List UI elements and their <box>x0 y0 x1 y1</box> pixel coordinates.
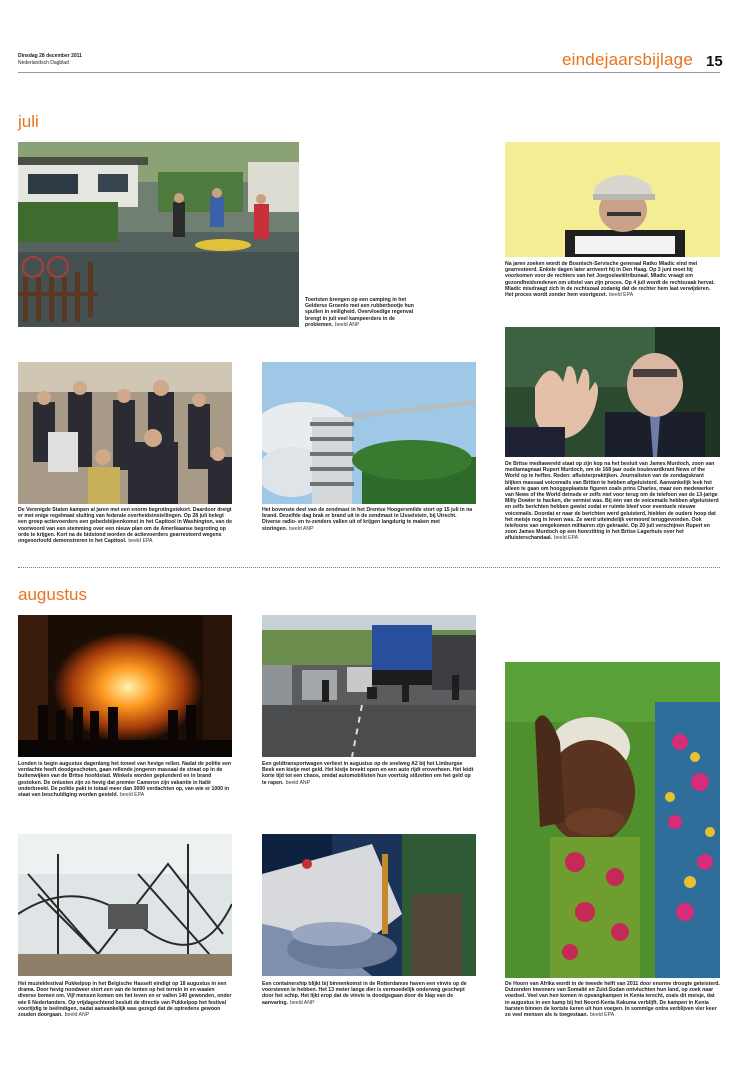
photo-whale-ship <box>262 834 476 976</box>
section-divider <box>18 567 720 568</box>
month-heading-august: augustus <box>18 585 87 604</box>
photo-money-highway <box>262 615 476 757</box>
caption-mast: Het bovenste deel van de zendmast in het Drentse Hoogersmilde stort op 15 juli in na brand. Dezelfde dag brak er brand uit in de zendmast in IJsselstein, bij Utrecht. Diverse radio- en tv-zenders vallen uit of krijgen langdurig te maken met storingen. beeld ANP <box>262 507 473 532</box>
header-rule <box>18 72 720 73</box>
month-heading-july: juli <box>18 112 39 131</box>
caption-money: Een geldtransportwagen verliest in augustus op de snelweg A2 bij het Limburgse Beek een kistje met geld. Het kistje breekt open en een auto rijdt eroverheen. Het leidt korte tijd tot een chaos, omdat automobilisten hun voertuig stilzetten om het geld op te rapen. beeld ANP <box>262 761 474 786</box>
caption-somalia: De Hoorn van Afrika wordt in de tweede helft van 2011 door enorme droogte geteisterd. Duizenden inwoners van Somalië en Zuid-Sudan ontvluchten hun land, op zoek naar voedsel. Veel van hen komen in opvangkampen in Kenia terecht, zoals dit meisje, dat in augustus in een kamp bij het Noord-Kenia Kakuma verblijft. De kampen in Kenia barsten binnen de kortste keren uit hun voegen. In sommige ontra verblijven vier keer zo veel mensen als is toegestaan. beeld EPA <box>505 981 720 1019</box>
header-paper-name: Nederlandsch Dagblad <box>18 60 69 66</box>
section-title: eindejaarsbijlage <box>562 50 693 69</box>
photo-somalia-girl <box>505 662 720 978</box>
caption-pukkelpop: Het muziekfestival Pukkelpop in het Belgische Hasselt eindigt op 18 augustus in een drama. Door hevig noodweer stort een van de tenten op het terrein in en waaien diverse bomen om. Vijf mensen komen om het leven en er vallen 140 gewonden, onder wie 6 Nederlanders. Op vrijdagochtend besluit de directie van Pukkelpop het festival voortijdig te beëindigen, nadat aanvankelijk was gezegd dat de optredens gewoon zouden doorgaan. beeld ANP <box>18 981 232 1019</box>
photo-capitol-protest <box>18 362 232 504</box>
caption-murdoch: De Britse mediawereld staat op zijn kop na het besluit van James Murdoch, zoon van mediamagnaat Rupert Murdoch, om de 168 jaar oude boulevardkrant News of the World op te heffen. Reden: afluisterpraktijken. Journalisten van de zondagskrant blijken massaal voicemails van Britten te hebben afgeluisterd. Aanvankelijk leek het alleen te gaan om hooggeplaatste figuren zoals prins Charles, maar een medewerker van News of the World deinsde er zelfs niet voor terug om de telefoon van de 13-jarige Milly Dowler te hacken, die vermist was. Bij één van de voicemails hebben afgeluisterd en zelfs berichten hebben gewist zodat er ruimte bleef voor eventuele nieuwe voicemails. Doordat er naar de berichten werd geluisterd, hielden de ouders hoop dat het meisje nog in leven was. Ze werd uiteindelijk vermoord teruggevonden. Ook telefoons van omgekomen militairen zijn gekraakt. Op 20 juli verschijnen Rupert en zoon James Murdoch op een hoorzitting in het Britse Lagerhuis over het afluisterschandaal. beeld EPA <box>505 461 719 542</box>
photo-mladic <box>505 142 720 257</box>
photo-camping-flood <box>18 142 299 327</box>
caption-capitol: De Verenigde Staten kampen al jaren met een enorm begrotingstekort. Daardoor dreigt er met enige regelmaat sluiting van federale overheidsinstellingen. Op 28 juli belegt een groep actievoerders een gebedsbijeenkomst in het Capitool in Washington, van de voorwoord van een stemming over een nieuw plan om de Amerikaanse begroting op orde te krijgen. Kort na de bidstond worden de actievoerders gearresteerd wegens ongeoorloofd demonstreren in het Capitool. beeld EPA <box>18 507 232 545</box>
photo-pukkelpop <box>18 834 232 976</box>
caption-camping: Toeristen brengen op een camping in het Gelderse Groenlo met een rubberbootje hun spullen in veiligheid. Overvloedige regenval brengt in juli veel kampeerders in de problemen. beeld ANP <box>305 297 414 328</box>
photo-murdoch <box>505 327 720 457</box>
page-number: 15 <box>706 53 723 70</box>
header-date: Dinsdag 28 december 2011 <box>18 53 82 59</box>
caption-mladic: Na jaren zoeken wordt de Bosnisch-Servische generaal Ratko Mladic eind mei gearresteerd. Enkele dagen later arriveert hij in Den Haag. Op 3 juni moet hij voorkomen voor de rechters van het Joegoslaviëtribunaal. Mladic vraagt om gezondheidsredenen om uitstel van zijn proces. Op 4 juli wordt de rechtszaak hervat. Mladic misdraagt zich in de rechtszaal zodanig dat de rechter hem laat verwijderen. Het proces wordt zonder hem voortgezet. beeld EPA <box>505 261 715 299</box>
photo-transmitter-mast <box>262 362 476 504</box>
caption-whale: Een containership blijkt bij binnenkomst in de Rotterdamse haven een vinvis op de voorsteven te hebben. Het 13 meter lange dier is vermoedelijk onderweg geschept door het schip. Het lijkt erop dat de vinvis is doodgegaan door de klap van de aanvaring. beeld ANP <box>262 981 467 1006</box>
caption-london: Londen is begin augustus dagenlang het toneel van hevige rellen. Nadat de politie een verdachte heeft doodgeschoten, gaan rellende jongeren massaal de straat op in de buitenwijken van de Britse hoofdstad. Winkels worden geplunderd en in brand gestoken. De onlusten zijn zo hevig dat premier Cameron zijn vakantie in Italië onderbreekt. De politie pakt in totaal meer dan 3000 verdachten op, van wie er 1000 in staat van beschuldiging worden gesteld. beeld EPA <box>18 761 232 799</box>
photo-london-riots <box>18 615 232 757</box>
